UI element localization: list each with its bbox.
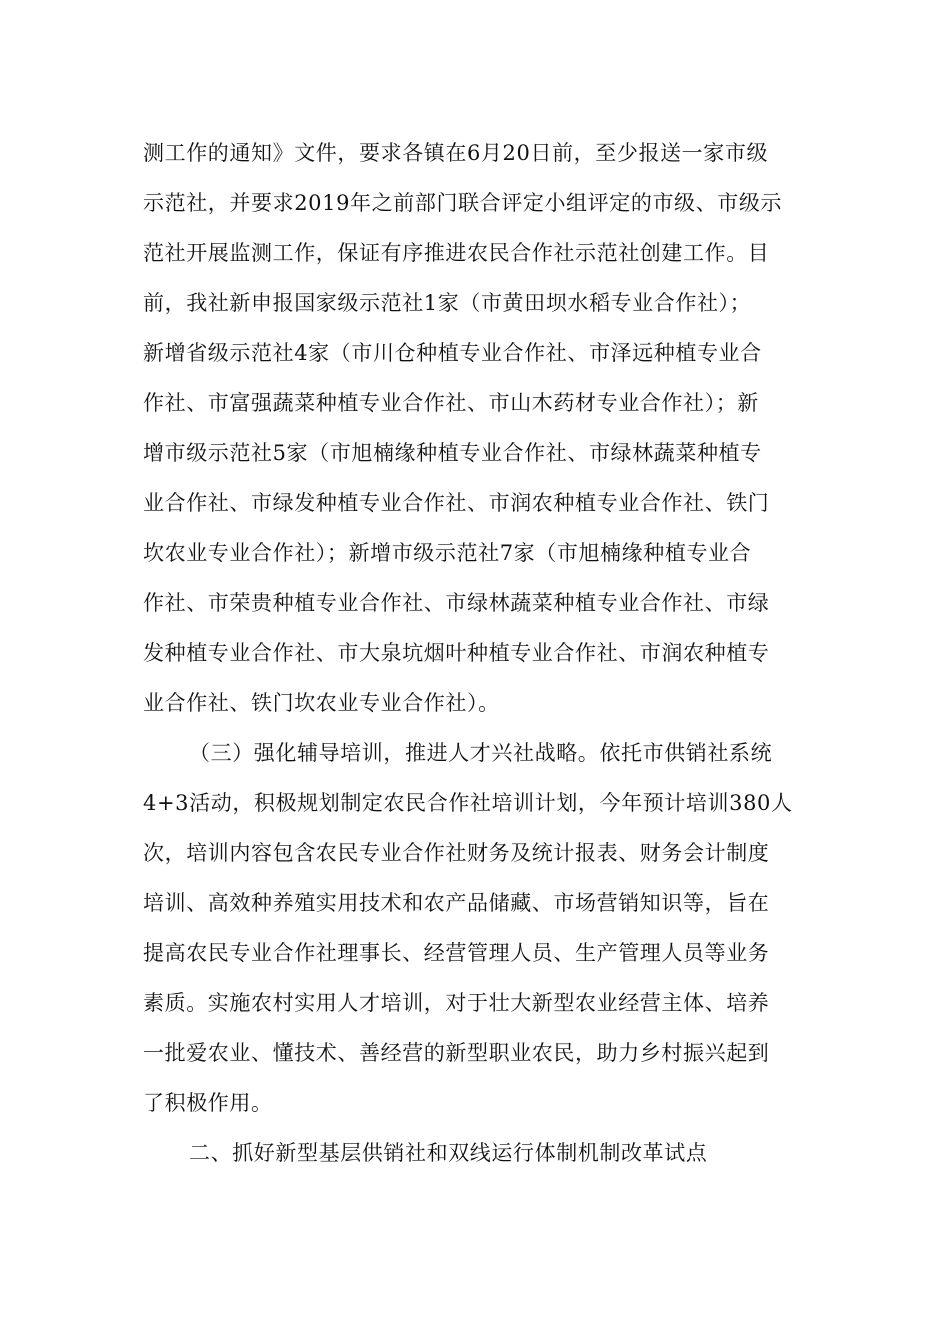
section-heading-two: 二、抓好新型基层供销社和双线运行体制机制改革试点	[189, 1141, 708, 1165]
body-line-6: 作社、市富强蔬菜种植专业合作社、市山木药材专业合作社）；新	[143, 391, 759, 415]
section-three-line-3: 次，培训内容包含农民专业合作社财务及统计报表、财务会计制度	[143, 841, 770, 865]
body-line-2: 示范社，并要求2019年之前部门联合评定小组评定的市级、市级示	[143, 191, 783, 215]
body-line-11: 发种植专业合作社、市大泉坑烟叶种植专业合作社、市润农种植专	[143, 641, 770, 665]
body-line-8: 业合作社、市绿发种植专业合作社、市润农种植专业合作社、铁门	[143, 491, 770, 515]
body-line-7: 增市级示范社5家（市旭楠缘种植专业合作社、市绿林蔬菜种植专	[143, 441, 762, 465]
section-three-line-2: 4+3活动，积极规划制定农民合作社培训计划，今年预计培训380人	[143, 791, 793, 815]
body-line-12: 业合作社、铁门坎农业专业合作社）。	[143, 691, 500, 715]
section-three-line-6: 素质。实施农村实用人才培训，对于壮大新型农业经营主体、培养	[143, 991, 770, 1015]
section-three-line-4: 培训、高效种养殖实用技术和农产品储藏、市场营销知识等，旨在	[143, 891, 770, 915]
body-line-9: 坎农业专业合作社）；新增市级示范社7家（市旭楠缘种植专业合	[143, 541, 752, 565]
body-line-3: 范社开展监测工作，保证有序推进农民合作社示范社创建工作。目	[143, 241, 770, 265]
body-line-4: 前，我社新申报国家级示范社1家（市黄田坝水稻专业合作社）；	[143, 291, 752, 315]
section-three-line-7: 一批爱农业、懂技术、善经营的新型职业农民，助力乡村振兴起到	[143, 1041, 770, 1065]
body-line-10: 作社、市荣贵种植专业合作社、市绿林蔬菜种植专业合作社、市绿	[143, 591, 770, 615]
section-three-line-8: 了积极作用。	[143, 1091, 273, 1115]
body-line-5: 新增省级示范社4家（市川仓种植专业合作社、市泽远种植专业合	[143, 341, 762, 365]
section-three-line-1: （三）强化辅导培训，推进人才兴社战略。依托市供销社系统	[189, 741, 773, 765]
body-line-1: 测工作的通知》文件，要求各镇在6月20日前，至少报送一家市级	[143, 141, 769, 165]
section-three-line-5: 提高农民专业合作社理事长、经营管理人员、生产管理人员等业务	[143, 941, 770, 965]
